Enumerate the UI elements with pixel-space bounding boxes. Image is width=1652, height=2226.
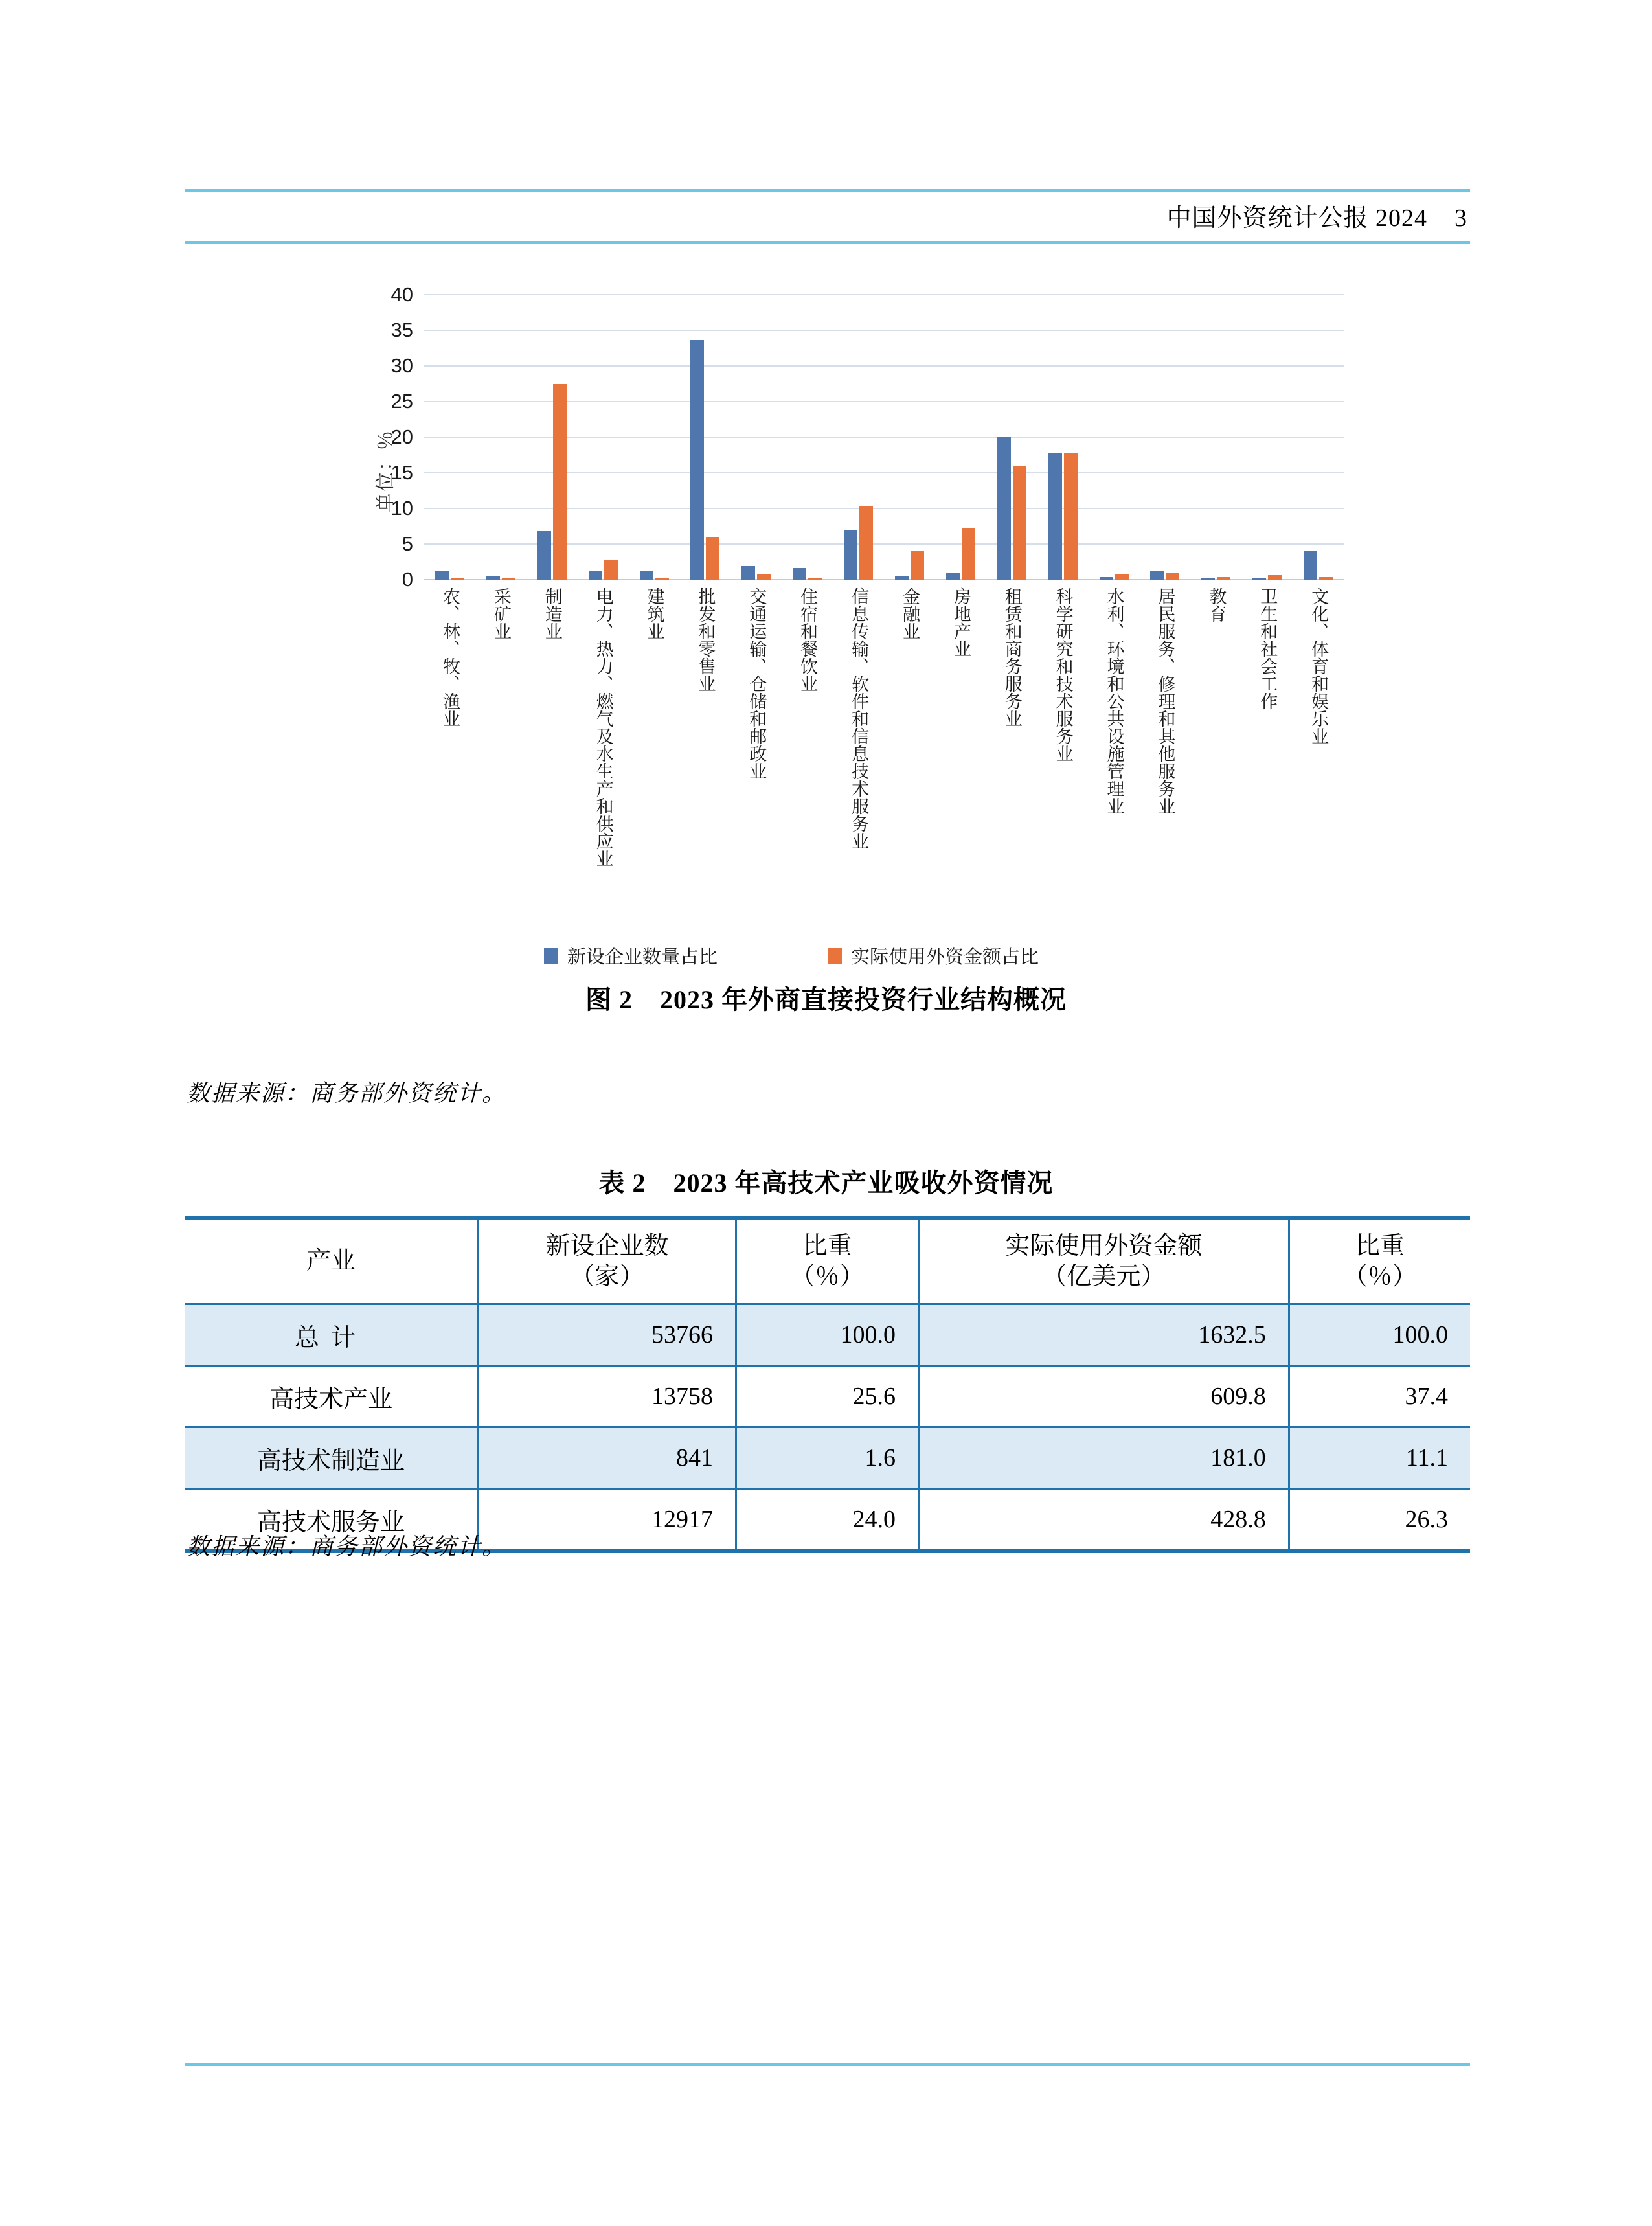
x-axis-category-label: 文化、体育和娱乐业	[1309, 587, 1329, 745]
x-axis-category-label: 卫生和社会工作	[1258, 587, 1278, 710]
figure-caption-text: 2023 年外商直接投资行业结构概况	[660, 985, 1067, 1014]
x-axis-category-label: 电力、热力、燃气及水生产和供应业	[593, 587, 613, 867]
table-column-header-line2: （％）	[1342, 1263, 1417, 1290]
bar-group	[1241, 295, 1293, 580]
bar-fdi-amount	[1115, 574, 1129, 580]
legend-item[interactable]	[828, 942, 1039, 969]
x-axis-category-label: 建筑业	[644, 587, 664, 640]
table-title	[0, 1163, 1652, 1199]
table-cell-new-enterprises: 53766	[479, 1304, 736, 1366]
y-axis-tick-label: 25	[390, 390, 413, 413]
bar-group	[578, 295, 629, 580]
bar-group	[1190, 295, 1241, 580]
bar-fdi-amount	[1166, 573, 1179, 580]
x-axis-label-cell	[679, 585, 730, 935]
table-cell-share-fdi: 100.0	[1289, 1304, 1470, 1366]
table-row	[185, 1427, 1470, 1489]
bar-new-enterprises	[589, 571, 602, 580]
y-axis-tick-label: 35	[390, 319, 413, 341]
page-number: 3	[1454, 205, 1467, 232]
table-body	[185, 1304, 1470, 1552]
table-column-header-line2: （亿美元）	[1042, 1263, 1166, 1290]
chart-legend	[544, 942, 1192, 969]
table-column-header-line1: 新设企业数	[545, 1232, 669, 1260]
legend-label: 新设企业数量占比	[567, 947, 718, 968]
table-cell-share-fdi: 11.1	[1289, 1427, 1470, 1489]
bar-fdi-amount	[451, 578, 464, 580]
table-column-header-line1: 产业	[306, 1247, 356, 1275]
bar-fdi-amount	[859, 506, 873, 580]
table-column-header-line1: 比重	[1355, 1232, 1405, 1260]
x-axis-category-label: 采矿业	[491, 587, 511, 640]
x-axis-category-label: 租赁和商务服务业	[1002, 587, 1022, 727]
bar-new-enterprises	[435, 571, 449, 580]
y-axis-tick-label: 10	[390, 497, 413, 519]
x-axis-label-cell	[884, 585, 935, 935]
x-axis-labels	[424, 585, 1344, 935]
table-column-header-line2: （家）	[570, 1263, 644, 1290]
bar-new-enterprises	[895, 576, 909, 580]
table-cell-new-enterprises: 12917	[479, 1489, 736, 1552]
bar-new-enterprises	[690, 340, 704, 580]
bar-fdi-amount	[502, 578, 515, 580]
x-axis-category-label: 住宿和餐饮业	[798, 587, 818, 692]
table-column-header	[479, 1218, 736, 1304]
bar-fdi-amount	[1217, 577, 1230, 580]
table-title-text: 2023 年高技术产业吸收外资情况	[673, 1168, 1054, 1198]
bar-group	[679, 295, 730, 580]
y-axis-tick-label: 40	[390, 283, 413, 306]
table-cell-fdi-amount: 428.8	[919, 1489, 1289, 1552]
bar-group	[1293, 295, 1344, 580]
x-axis-label-cell	[833, 585, 884, 935]
bar-group	[424, 295, 475, 580]
y-axis-tick-label: 0	[402, 568, 413, 591]
y-axis	[343, 283, 413, 591]
x-axis-category-label: 信息传输、软件和信息技术服务业	[849, 587, 869, 850]
bar-group	[526, 295, 578, 580]
y-axis-tick-label: 5	[402, 532, 413, 555]
table-column-header	[1289, 1218, 1470, 1304]
bar-fdi-amount	[1268, 575, 1282, 580]
x-axis-label-cell	[1139, 585, 1190, 935]
bar-new-enterprises	[640, 571, 653, 580]
x-axis-category-label: 金融业	[900, 587, 920, 640]
bar-new-enterprises	[1252, 578, 1266, 580]
x-axis-category-label: 批发和零售业	[696, 587, 716, 692]
x-axis-label-cell	[986, 585, 1037, 935]
bar-new-enterprises	[793, 568, 806, 580]
table-cell-share-enterprises: 24.0	[736, 1489, 918, 1552]
legend-item[interactable]	[544, 942, 718, 969]
x-axis-label-cell	[1293, 585, 1344, 935]
bar-group	[935, 295, 986, 580]
table-cell-fdi-amount: 181.0	[919, 1427, 1289, 1489]
bar-new-enterprises	[997, 437, 1011, 580]
x-axis-label-cell	[782, 585, 833, 935]
table-title-number: 表 2	[598, 1168, 646, 1198]
table-cell-new-enterprises: 841	[479, 1427, 736, 1489]
bar-new-enterprises	[1304, 551, 1317, 580]
table-cell-share-fdi: 26.3	[1289, 1489, 1470, 1552]
bar-new-enterprises	[946, 573, 960, 580]
x-axis-label-cell	[730, 585, 782, 935]
table-cell-industry: 总计	[185, 1304, 479, 1366]
table-cell-share-fdi: 37.4	[1289, 1366, 1470, 1427]
table-cell-share-enterprises: 100.0	[736, 1304, 918, 1366]
y-axis-unit-label: 单位：％	[375, 429, 396, 512]
x-axis-label-cell	[424, 585, 475, 935]
running-header	[1166, 198, 1467, 233]
x-axis-category-label: 交通运输、仓储和邮政业	[747, 587, 767, 780]
table-cell-new-enterprises: 13758	[479, 1366, 736, 1427]
bar-group	[1037, 295, 1089, 580]
figure-caption	[0, 979, 1652, 1016]
chart-plot-area	[424, 295, 1344, 580]
table-column-header	[919, 1218, 1289, 1304]
bar-group	[1089, 295, 1140, 580]
table-cell-fdi-amount: 609.8	[919, 1366, 1289, 1427]
x-axis-category-label: 农、林、牧、渔业	[440, 587, 460, 727]
x-axis-label-cell	[1037, 585, 1089, 935]
x-axis-label-cell	[475, 585, 526, 935]
legend-swatch-icon	[544, 948, 558, 964]
table-cell-share-enterprises: 25.6	[736, 1366, 918, 1427]
x-axis-label-cell	[935, 585, 986, 935]
table-cell-fdi-amount: 1632.5	[919, 1304, 1289, 1366]
table-row	[185, 1366, 1470, 1427]
legend-swatch-icon	[828, 948, 842, 964]
x-axis-category-label: 教育	[1206, 587, 1227, 622]
x-axis-label-cell	[578, 585, 629, 935]
document-title: 中国外资统计公报 2024	[1166, 205, 1427, 232]
bar-group	[475, 295, 526, 580]
bar-new-enterprises	[1100, 577, 1113, 580]
x-axis-category-label: 水利、环境和公共设施管理业	[1104, 587, 1124, 815]
header-rule-top	[185, 189, 1470, 192]
bar-fdi-amount	[1319, 577, 1333, 580]
table-column-header-line1: 实际使用外资金额	[1005, 1232, 1203, 1260]
bar-group	[782, 295, 833, 580]
x-axis-label-cell	[629, 585, 680, 935]
bar-group	[629, 295, 680, 580]
bar-new-enterprises	[486, 576, 500, 580]
x-axis-label-cell	[1089, 585, 1140, 935]
bar-fdi-amount	[655, 578, 669, 580]
bar-group	[833, 295, 884, 580]
y-axis-tick-label: 20	[390, 426, 413, 448]
x-axis-label-cell	[1190, 585, 1241, 935]
bar-group	[730, 295, 782, 580]
footer-rule	[185, 2063, 1470, 2066]
table-cell-share-enterprises: 1.6	[736, 1427, 918, 1489]
x-axis-label-cell	[526, 585, 578, 935]
bar-new-enterprises	[537, 531, 551, 580]
y-axis-tick-label: 30	[390, 354, 413, 377]
x-axis-category-label: 制造业	[542, 587, 562, 640]
table-column-header	[736, 1218, 918, 1304]
bar-new-enterprises	[1201, 578, 1215, 580]
legend-label: 实际使用外资金额占比	[851, 947, 1039, 968]
x-axis-category-label: 居民服务、修理和其他服务业	[1155, 587, 1175, 815]
bar-new-enterprises	[741, 566, 755, 580]
table-cell-industry: 高技术服务业	[185, 1489, 479, 1552]
y-axis-tick-label: 15	[390, 461, 413, 484]
header-rule-bottom	[185, 241, 1470, 244]
bar-fdi-amount	[808, 578, 822, 580]
bar-groups	[424, 295, 1344, 580]
x-axis-category-label: 科学研究和技术服务业	[1053, 587, 1073, 762]
table-row	[185, 1304, 1470, 1366]
bar-fdi-amount	[1013, 466, 1026, 580]
table-column-header-line1: 比重	[802, 1232, 852, 1260]
x-axis-label-cell	[1241, 585, 1293, 935]
bar-fdi-amount	[553, 384, 567, 580]
bar-new-enterprises	[1150, 571, 1164, 580]
table-cell-industry: 高技术制造业	[185, 1427, 479, 1489]
bar-fdi-amount	[757, 574, 771, 580]
high-tech-fdi-table	[185, 1216, 1470, 1553]
table-source-note: 数据来源：商务部外资统计。	[187, 1534, 507, 1560]
bar-new-enterprises	[844, 530, 857, 580]
table-column-header	[185, 1218, 479, 1304]
figure-caption-number: 图 2	[585, 985, 633, 1014]
table-head	[185, 1218, 1470, 1304]
bar-fdi-amount	[706, 537, 719, 580]
table-header-row	[185, 1218, 1470, 1304]
bar-group	[1139, 295, 1190, 580]
x-axis-category-label: 房地产业	[951, 587, 971, 657]
figure-source-note: 数据来源：商务部外资统计。	[187, 1080, 507, 1106]
bar-group	[884, 295, 935, 580]
bar-group	[986, 295, 1037, 580]
bar-fdi-amount	[911, 551, 924, 580]
table-column-header-line2: （％）	[790, 1263, 865, 1290]
figure-2-chart	[304, 283, 1353, 968]
bar-fdi-amount	[604, 560, 618, 580]
bar-fdi-amount	[962, 528, 975, 580]
bar-new-enterprises	[1048, 453, 1062, 580]
bar-fdi-amount	[1064, 453, 1078, 580]
table-cell-industry: 高技术产业	[185, 1366, 479, 1427]
